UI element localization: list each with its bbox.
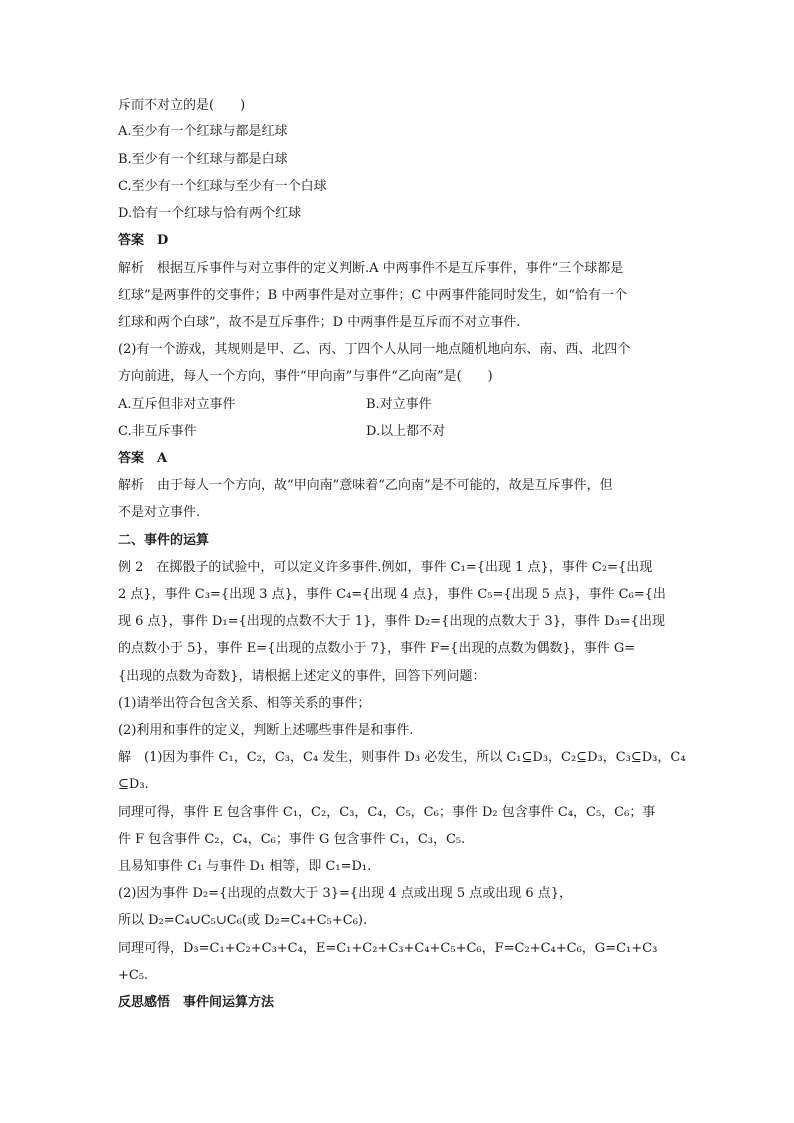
solution-line-8: 同理可得，D₃=C₁+C₂+C₃+C₄，E=C₁+C₂+C₃+C₄+C₅+C₆，F=C₂+C₄+C₆，G=C₁+C₃ [118,941,658,956]
q2-explanation-line-2: 不是对立事件. [118,505,201,520]
q1-option-d: D.恰有一个红球与恰有两个红球 [118,206,302,221]
q2-stem-line-1: (2)有一个游戏，其规则是甲、乙、丙、丁四个人从同一地点随机地向东、南、西、北四个 [118,342,631,357]
q1-explanation-line-3: 红球和两个白球”，故不是互斥事件；D 中两事件是互斥而不对立事件. [118,315,521,330]
q1-option-b: B.至少有一个红球与都是白球 [118,152,288,167]
q2-option-d: D.以上都不对 [366,424,446,439]
solution-line-5: 且易知事件 C₁ 与事件 D₁ 相等，即 C₁=D₁. [118,859,372,874]
example-2-line-3: 现 6 点}，事件 D₁={出现的点数不大于 1}，事件 D₂={出现的点数大于 3}，事件 D₃={出现 [118,614,665,629]
example-2-question-2: (2)利用和事件的定义，判断上述哪些事件是和事件. [118,723,414,738]
solution-line-2: ⊆D₃. [118,777,149,792]
example-2-line-1: 例 2 在掷骰子的试验中，可以定义许多事件.例如，事件 C₁={出现 1 点}，事件 C₂={出现 [118,560,653,575]
q2-answer: 答案 A [118,451,168,466]
solution-line-1: 解 (1)因为事件 C₁，C₂，C₃，C₄ 发生，则事件 D₃ 必发生，所以 C₁⊆D₃，C₂⊆D₃，C₃⊆D₃，C₄ [118,750,686,765]
q2-stem-line-2: 方向前进，每人一个方向，事件“甲向南”与事件“乙向南”是( ) [118,369,493,384]
solution-line-3: 同理可得，事件 E 包含事件 C₁，C₂，C₃，C₄，C₅，C₆；事件 D₂ 包含事件 C₄，C₅，C₆；事 [118,805,656,820]
example-2-line-2: 2 点}，事件 C₃={出现 3 点}，事件 C₄={出现 4 点}，事件 C₅={出现 5 点}，事件 C₆={出 [118,587,666,602]
q1-explanation-line-1: 解析 根据互斥事件与对立事件的定义判断.A 中两事件不是互斥事件，事件“三个球都是 [118,261,624,276]
section-title: 二、事件的运算 [118,533,210,548]
q1-option-a: A.至少有一个红球与都是红球 [118,124,288,139]
solution-line-9: +C₅. [118,968,149,983]
solution-line-4: 件 F 包含事件 C₂，C₄，C₆；事件 G 包含事件 C₁，C₃，C₅. [118,832,466,847]
q1-explanation-line-2: 红球”是两事件的交事件；B 中两事件是对立事件；C 中两事件能同时发生，如“恰有一个 [118,288,628,303]
reflection-heading: 反思感悟 事件间运算方法 [118,995,275,1010]
solution-line-6: (2)因为事件 D₂={出现的点数大于 3}={出现 4 点或出现 5 点或出现 6 点}， [118,886,573,901]
example-2-line-5: {出现的点数为奇数}，请根据上述定义的事件，回答下列问题： [118,669,486,684]
example-2-line-4: 的点数小于 5}，事件 E={出现的点数小于 7}，事件 F={出现的点数为偶数}，事件 G= [118,641,636,656]
q2-option-a: A.互斥但非对立事件 [118,397,236,412]
q2-option-c: C.非互斥事件 [118,424,197,439]
q1-answer: 答案 D [118,233,169,248]
example-2-question-1: (1)请举出符合包含关系、相等关系的事件； [118,696,371,711]
q1-option-c: C.至少有一个红球与至少有一个白球 [118,179,327,194]
q2-option-b: B.对立事件 [366,397,432,412]
q1-stem: 斥而不对立的是( ) [118,98,246,113]
solution-line-7: 所以 D₂=C₄∪C₅∪C₆(或 D₂=C₄+C₅+C₆). [118,913,368,928]
q2-explanation-line-1: 解析 由于每人一个方向，故“甲向南”意味着“乙向南”是不可能的，故是互斥事件，但 [118,478,613,493]
